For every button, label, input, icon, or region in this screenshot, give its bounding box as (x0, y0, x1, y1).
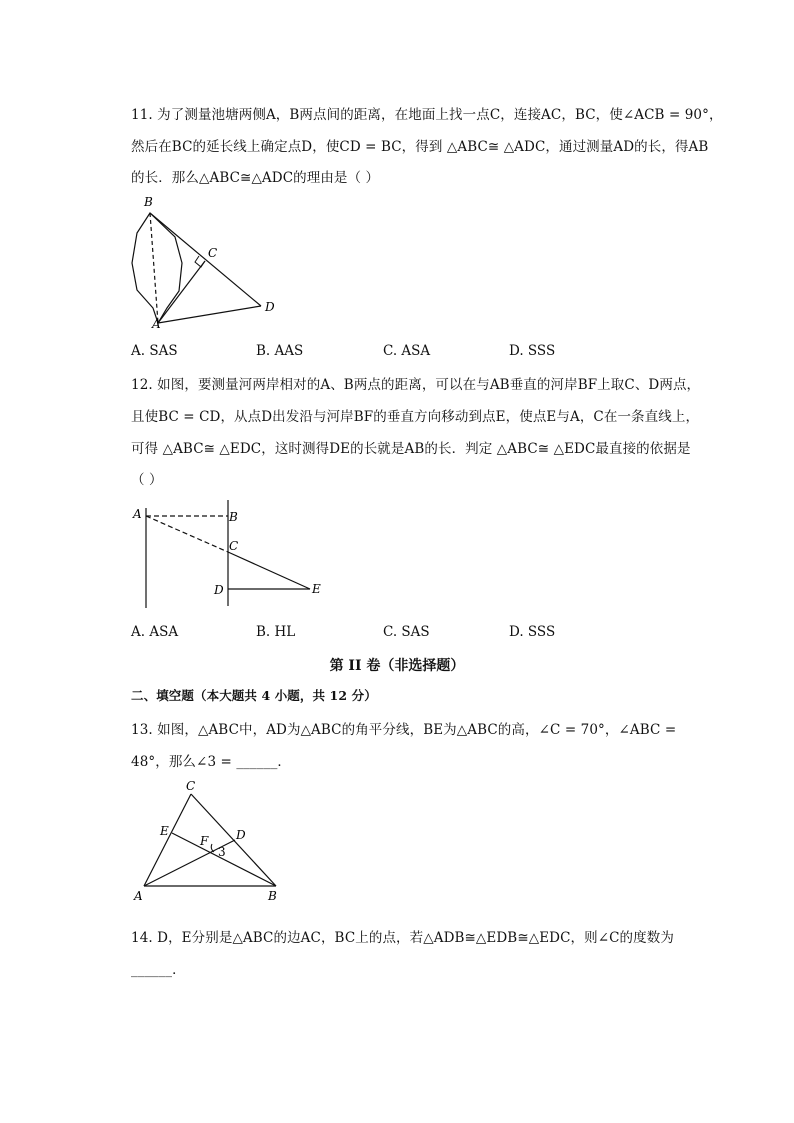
q12-line-1: 12. 如图，要测量河两岸相对的A、B两点的距离，可以在与AB垂直的河岸BF上取C、D两点， (131, 377, 701, 393)
q12-label-c: C (229, 539, 239, 553)
section-subtitle: 二、填空题（本大题共 4 小题，共 12 分） (131, 688, 377, 703)
q13-label-a: A (134, 889, 143, 903)
q13-label-f: F (200, 834, 209, 848)
q13-figure (130, 778, 290, 908)
q12-line-4: （ ） (131, 472, 163, 488)
section-title: 第 II 卷（非选择题） (329, 658, 465, 674)
q13-label-e: E (160, 824, 169, 838)
q14-line-2: ______． (131, 962, 186, 978)
q12-figure (130, 500, 330, 610)
q11-label-d: D (265, 300, 275, 314)
q11-line-3: 的长．那么△ABC≅△ADC的理由是（ ） (131, 170, 380, 186)
q12-label-e: E (312, 582, 321, 596)
q13-label-c: C (186, 779, 196, 793)
q11-label-b: B (144, 195, 153, 209)
q12-line-3: 可得 △ABC≅ △EDC，这时测得DE的长就是AB的长．判定 △ABC≅ △EDC最直接的依据是 (131, 441, 691, 457)
q12-label-d: D (214, 583, 224, 597)
q12-label-a: A (133, 507, 142, 521)
q13-label-d: D (236, 828, 246, 842)
q12-line-2: 且使BC = CD，从点D出发沿与河岸BF的垂直方向移动到点E，使点E与A，C在一条直线上， (131, 409, 700, 425)
q13-label-3: 3 (218, 845, 226, 859)
q11-option-d: D. SSS (509, 343, 556, 359)
q11-label-c: C (208, 246, 218, 260)
q13-label-b: B (268, 889, 277, 903)
q13-line-1: 13. 如图，△ABC中，AD为△ABC的角平分线，BE为△ABC的高，∠C = 70°，∠ABC = (131, 722, 677, 738)
q11-figure (125, 195, 285, 331)
q12-label-b: B (229, 510, 238, 524)
q12-option-c: C. SAS (383, 624, 430, 640)
q11-option-b: B. AAS (256, 343, 304, 359)
q13-line-2: 48°，那么∠3 = ______． (131, 754, 292, 770)
q11-line-1: 11. 为了测量池塘两侧A，B两点间的距离，在地面上找一点C，连接AC，BC，使∠ACB = 90°， (131, 107, 723, 123)
q12-option-d: D. SSS (509, 624, 556, 640)
q11-option-a: A. SAS (131, 343, 178, 359)
q11-line-2: 然后在BC的延长线上确定点D，使CD = BC，得到 △ABC≅ △ADC，通过测量AD的长，得AB (131, 139, 709, 155)
q11-label-a: A (152, 317, 161, 331)
q12-option-b: B. HL (256, 624, 296, 640)
q12-option-a: A. ASA (131, 624, 179, 640)
q11-option-c: C. ASA (383, 343, 431, 359)
q14-line-1: 14. D，E分别是△ABC的边AC，BC上的点，若△ADB≅△EDB≅△EDC，则∠C的度数为 (131, 930, 674, 946)
